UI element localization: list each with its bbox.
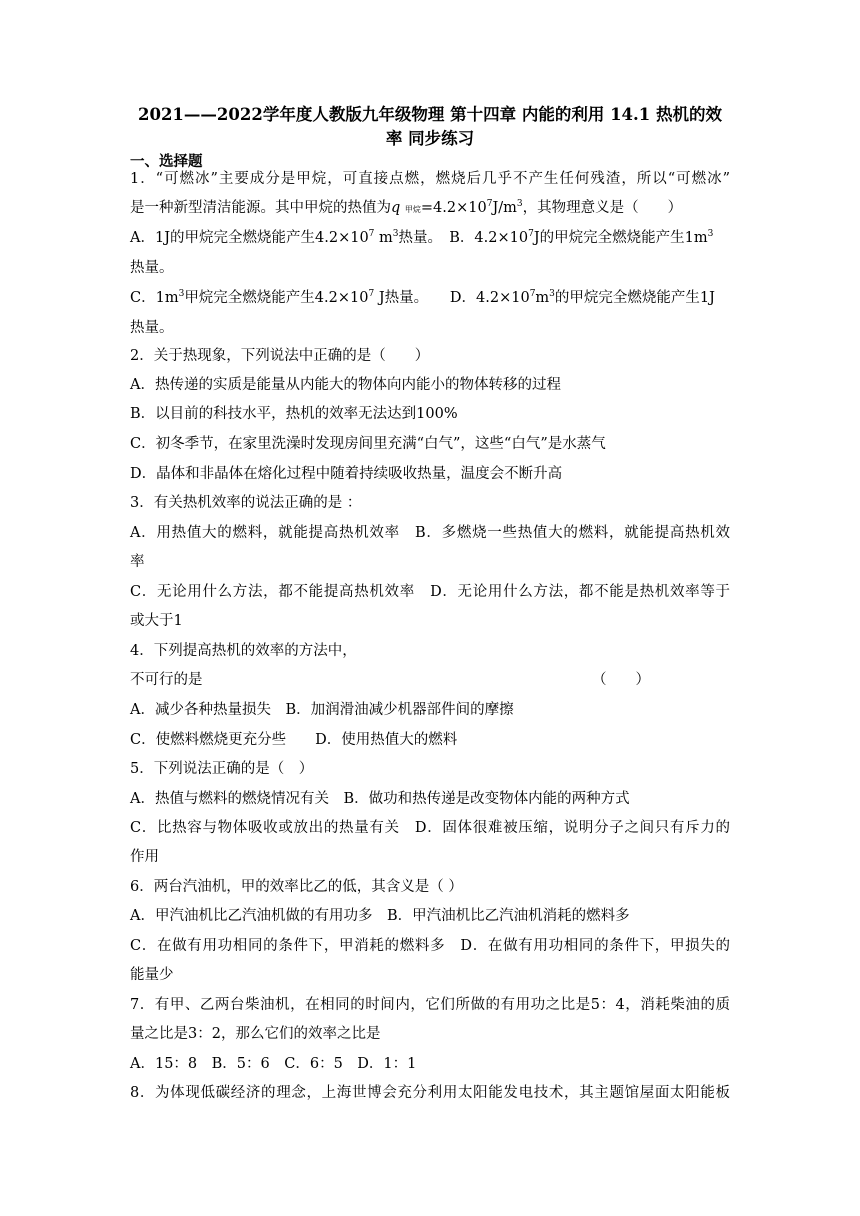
q3-stem: 3．有关热机效率的说法正确的是 ： xyxy=(130,495,362,511)
q1-stem-line-2: 是一种新型清洁能源。其中甲烷的热值为q 甲烷$=4.2\times 10^7J/m^3$，其物理意义是（ ） xyxy=(130,199,683,216)
q1-options-ab: A．1J的甲烷完全燃烧能产生$4.2\times 10^7$ $m^3$热量。 B．$4.2\times 10^7J$的甲烷完全燃烧能产生$1m^3$ xyxy=(130,229,714,246)
title-line-1: 2021——2022学年度人教版九年级物理 第十四章 内能的利用 14.1 热机的效 xyxy=(137,105,722,124)
q4-stem-line-1: 4．下列提高热机的效率的方法中， xyxy=(130,643,357,659)
q6-options-cd-cont: 能量少 xyxy=(130,967,174,983)
q2-option-a: A．热传递的实质是能量从内能大的物体向内能小的物体转移的过程 xyxy=(130,377,561,393)
q7-stem-line-2: 量之比是3：2，那么它们的效率之比是 xyxy=(130,1026,381,1042)
section-heading: 一、选择题 xyxy=(130,153,203,170)
q6-options-cd: C．在做有用功相同的条件下，甲消耗的燃料多 D．在做有用功相同的条件下，甲损失的 xyxy=(130,938,730,954)
q-subscript: 甲烷 xyxy=(404,205,421,214)
q7-options: A．15：8 B．5：6 C．6：5 D．1：1 xyxy=(130,1056,417,1072)
q1-stem-line-1: 1．“可燃冰”主要成分是甲烷，可直接点燃，燃烧后几乎不产生任何残渣，所以“可燃冰” xyxy=(130,171,730,187)
q5-stem: 5．下列说法正确的是（ ） xyxy=(130,761,314,777)
q5-options-cd-cont: 作用 xyxy=(130,849,159,865)
q8-stem-line-1: 8．为体现低碳经济的理念，上海世博会充分利用太阳能发电技术，其主题馆屋面太阳能板 xyxy=(130,1085,730,1101)
q4-answer-blank: （ ） xyxy=(592,672,650,688)
q6-stem: 6．两台汽油机，甲的效率比乙的低，其含义是（ ） xyxy=(130,879,463,895)
q2-stem: 2．关于热现象，下列说法中正确的是（ ） xyxy=(130,348,430,364)
q3-options-ab: A．用热值大的燃料，就能提高热机效率 B．多燃烧一些热值大的燃料，就能提高热机效 xyxy=(130,525,730,541)
q2-option-d: D．晶体和非晶体在熔化过程中随着持续吸收热量，温度会不断升高 xyxy=(130,466,563,482)
q6-options-ab: A．甲汽油机比乙汽油机做的有用功多 B．甲汽油机比乙汽油机消耗的燃料多 xyxy=(130,908,630,924)
q4-options-ab: A．减少各种热量损失 B．加润滑油减少机器部件间的摩擦 xyxy=(130,702,514,718)
q2-option-c: C．初冬季节，在家里洗澡时发现房间里充满“白气”，这些“白气”是水蒸气 xyxy=(130,436,606,452)
q5-options-ab: A．热值与燃料的燃烧情况有关 B．做功和热传递是改变物体内能的两种方式 xyxy=(130,791,630,807)
q2-option-b: B．以目前的科技水平，热机的效率无法达到100% xyxy=(130,406,458,422)
title-line-2: 率 同步练习 xyxy=(385,129,475,148)
q4-stem-line-2: 不可行的是 xyxy=(130,672,203,688)
q3-options-cd: C．无论用什么方法，都不能提高热机效率 D．无论用什么方法，都不能是热机效率等于 xyxy=(130,584,730,600)
q1-options-cd: C．$1m^3$甲烷完全燃烧能产生$4.2\times 10^7$ J热量。 D．$4.2\times 10^7m^3$的甲烷完全燃烧能产生1J xyxy=(130,289,715,306)
q-symbol: q xyxy=(391,200,401,216)
document-title xyxy=(120,103,740,151)
q4-options-cd: C．使燃料燃烧更充分些 D．使用热值大的燃料 xyxy=(130,732,458,748)
q1-option-d-cont: 热量。 xyxy=(130,320,174,336)
q7-stem-line-1: 7．有甲、乙两台柴油机，在相同的时间内，它们所做的有用功之比是5：4，消耗柴油的质 xyxy=(130,997,730,1013)
q3-options-cd-cont: 或大于1 xyxy=(130,613,183,629)
q1-option-b-cont: 热量。 xyxy=(130,260,174,276)
q3-options-ab-cont: 率 xyxy=(130,554,145,570)
q5-options-cd: C．比热容与物体吸收或放出的热量有关 D．固体很难被压缩，说明分子之间只有斥力的 xyxy=(130,820,730,836)
